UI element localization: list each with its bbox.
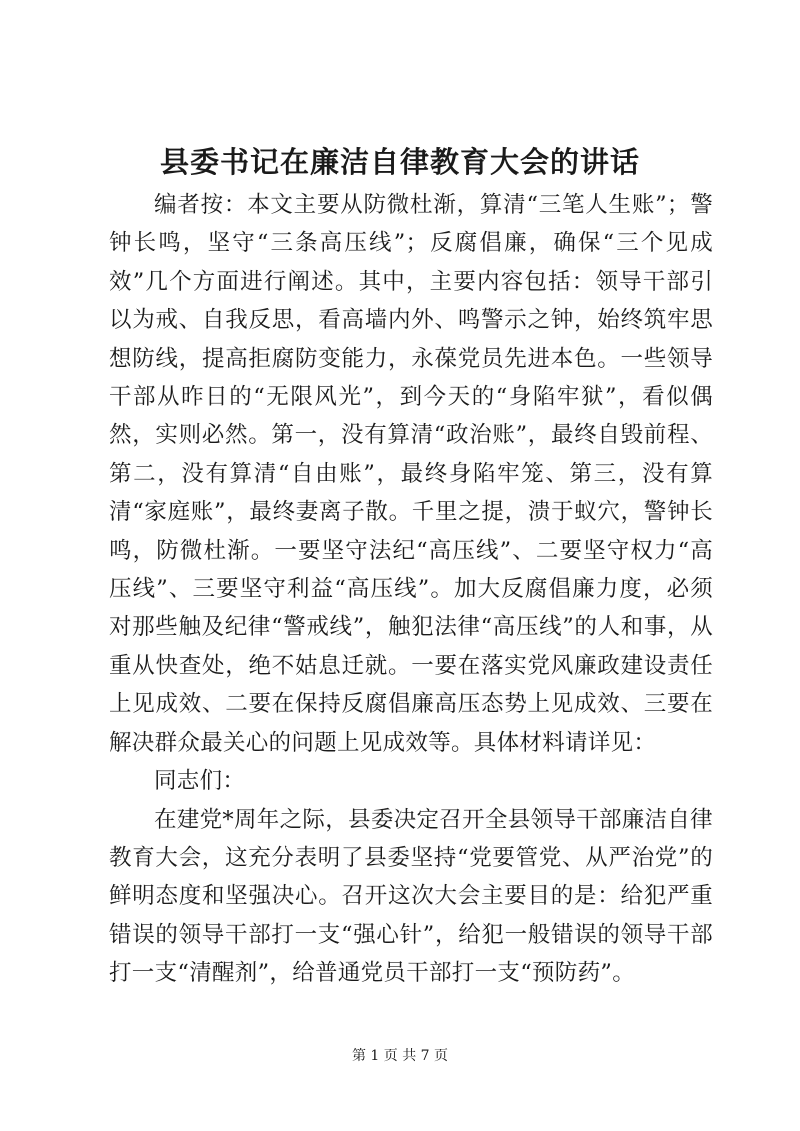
- salutation-paragraph: 同志们：: [154, 768, 246, 795]
- body-paragraph: 在建党*周年之际，县委决定召开全县领导干部廉洁自律教育大会，这充分表明了县委坚持“党要管党、从严治党”的鲜明态度和坚强决心。召开这次大会主要目的是：给犯严重错误的领导干部打一支“强心针”，给犯一般错误的领导干部打一支“清醒剂”，给普通党员干部打一支“预防药”。: [109, 806, 713, 987]
- document-body: [109, 186, 713, 993]
- document-title: 县委书记在廉洁自律教育大会的讲话: [159, 145, 640, 179]
- editor-note-paragraph: 编者按：本文主要从防微杜渐，算清“三笔人生账”；警钟长鸣，坚守“三条高压线”；反腐倡廉，确保“三个见成效”几个方面进行阐述。其中，主要内容包括：领导干部引以为戒、自我反思，看高墙内外、鸣警示之钟，始终筑牢思想防线，提高拒腐防变能力，永葆党员先进本色。一些领导干部从昨日的“无限风光”，到今天的“身陷牢狱”，看似偶然，实则必然。第一，没有算清“政治账”，最终自毁前程、第二，没有算清“自由账”，最终身陷牢笼、第三，没有算清“家庭账”，最终妻离子散。千里之提，溃于蚁穴，警钟长鸣，防微杜渐。一要坚守法纪“高压线”、二要坚守权力“高压线”、三要坚守利益“高压线”。加大反腐倡廉力度，必须对那些触及纪律“警戒线”，触犯法律“高压线”的人和事，从重从快查处，绝不姑息迁就。一要在落实党风廉政建设责任上见成效、二要在保持反腐倡廉高压态势上见成效、三要在解决群众最关心的问题上见成效等。具体材料请详见：: [109, 192, 713, 756]
- page-number-footer: 第 1 页 共 7 页: [351, 1048, 449, 1064]
